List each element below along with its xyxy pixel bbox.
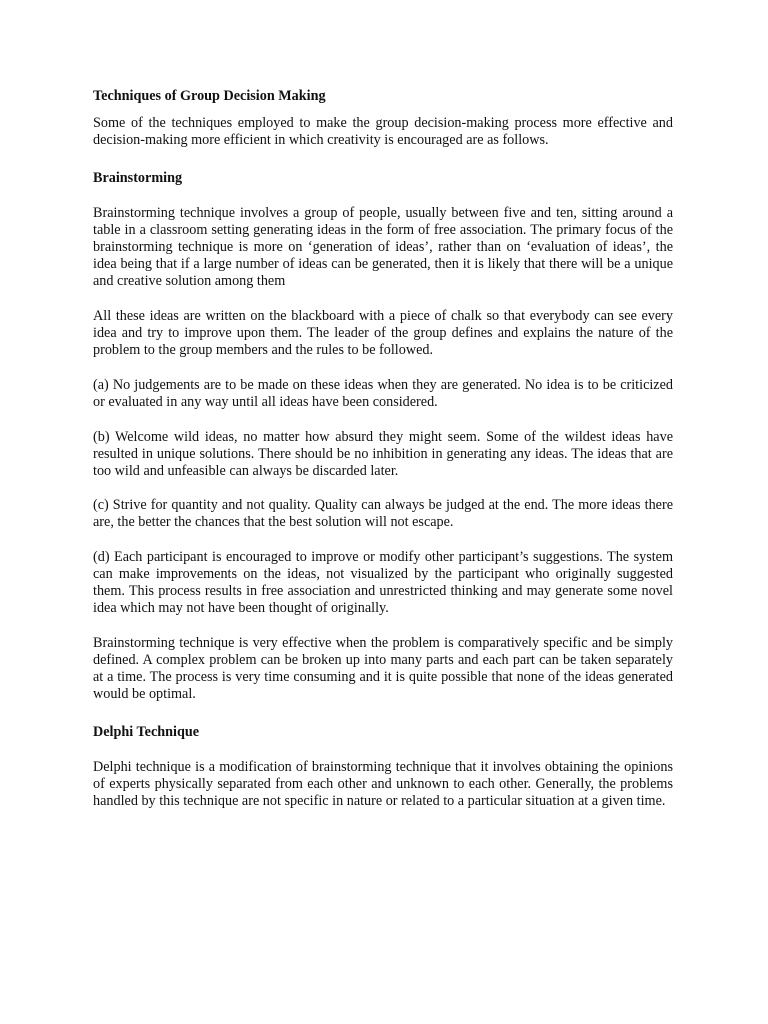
- intro-paragraph: Some of the techniques employed to make the group decision-making process more effective and decision-making more efficient in which creativity is encouraged are as follows.: [93, 115, 673, 148]
- brainstorming-paragraph-conclusion: Brainstorming technique is very effective when the problem is comparatively specific and be simply defined. A complex problem can be broken up into many parts and each part can be taken separately at a time. The process is very time consuming and it is quite possible that none of the ideas generated would be optimal.: [93, 635, 673, 702]
- brainstorming-rule-b: (b) Welcome wild ideas, no matter how absurd they might seem. Some of the wildest ideas have resulted in unique solutions. There should be no inhibition in generating any ideas. The ideas that are too wild and unfeasible can always be discarded later.: [93, 429, 673, 479]
- section-heading-delphi: Delphi Technique: [93, 724, 200, 740]
- brainstorming-rule-a: (a) No judgements are to be made on these ideas when they are generated. No idea is to be criticized or evaluated in any way until all ideas have been considered.: [93, 377, 673, 410]
- document-title: Techniques of Group Decision Making: [93, 88, 326, 104]
- brainstorming-paragraph-1: Brainstorming technique involves a group of people, usually between five and ten, sitting around a table in a classroom setting generating ideas in the form of free association. The primary focus of the brainstorming technique is more on ‘generation of ideas’, rather than on ‘evaluation of ideas’, the idea being that if a large number of ideas can be generated, then it is likely that there will be a unique and creative solution among them: [93, 205, 673, 289]
- brainstorming-rule-d: (d) Each participant is encouraged to improve or modify other participant’s suggestions. The system can make improvements on the ideas, not visualized by the participant who originally suggested them. This process results in free association and unrestricted thinking and may generate some novel idea which may not have been thought of originally.: [93, 549, 673, 616]
- document-page: [93, 88, 673, 810]
- brainstorming-paragraph-2: All these ideas are written on the blackboard with a piece of chalk so that everybody can see every idea and try to improve upon them. The leader of the group defines and explains the nature of the problem to the group members and the rules to be followed.: [93, 308, 673, 358]
- brainstorming-rule-c: (c) Strive for quantity and not quality. Quality can always be judged at the end. The more ideas there are, the better the chances that the best solution will not escape.: [93, 497, 673, 530]
- section-heading-brainstorming: Brainstorming: [93, 170, 183, 186]
- delphi-paragraph-1: Delphi technique is a modification of brainstorming technique that it involves obtaining the opinions of experts physically separated from each other and unknown to each other. Generally, the problems handled by this technique are not specific in nature or related to a particular situation at a given time.: [93, 759, 673, 809]
